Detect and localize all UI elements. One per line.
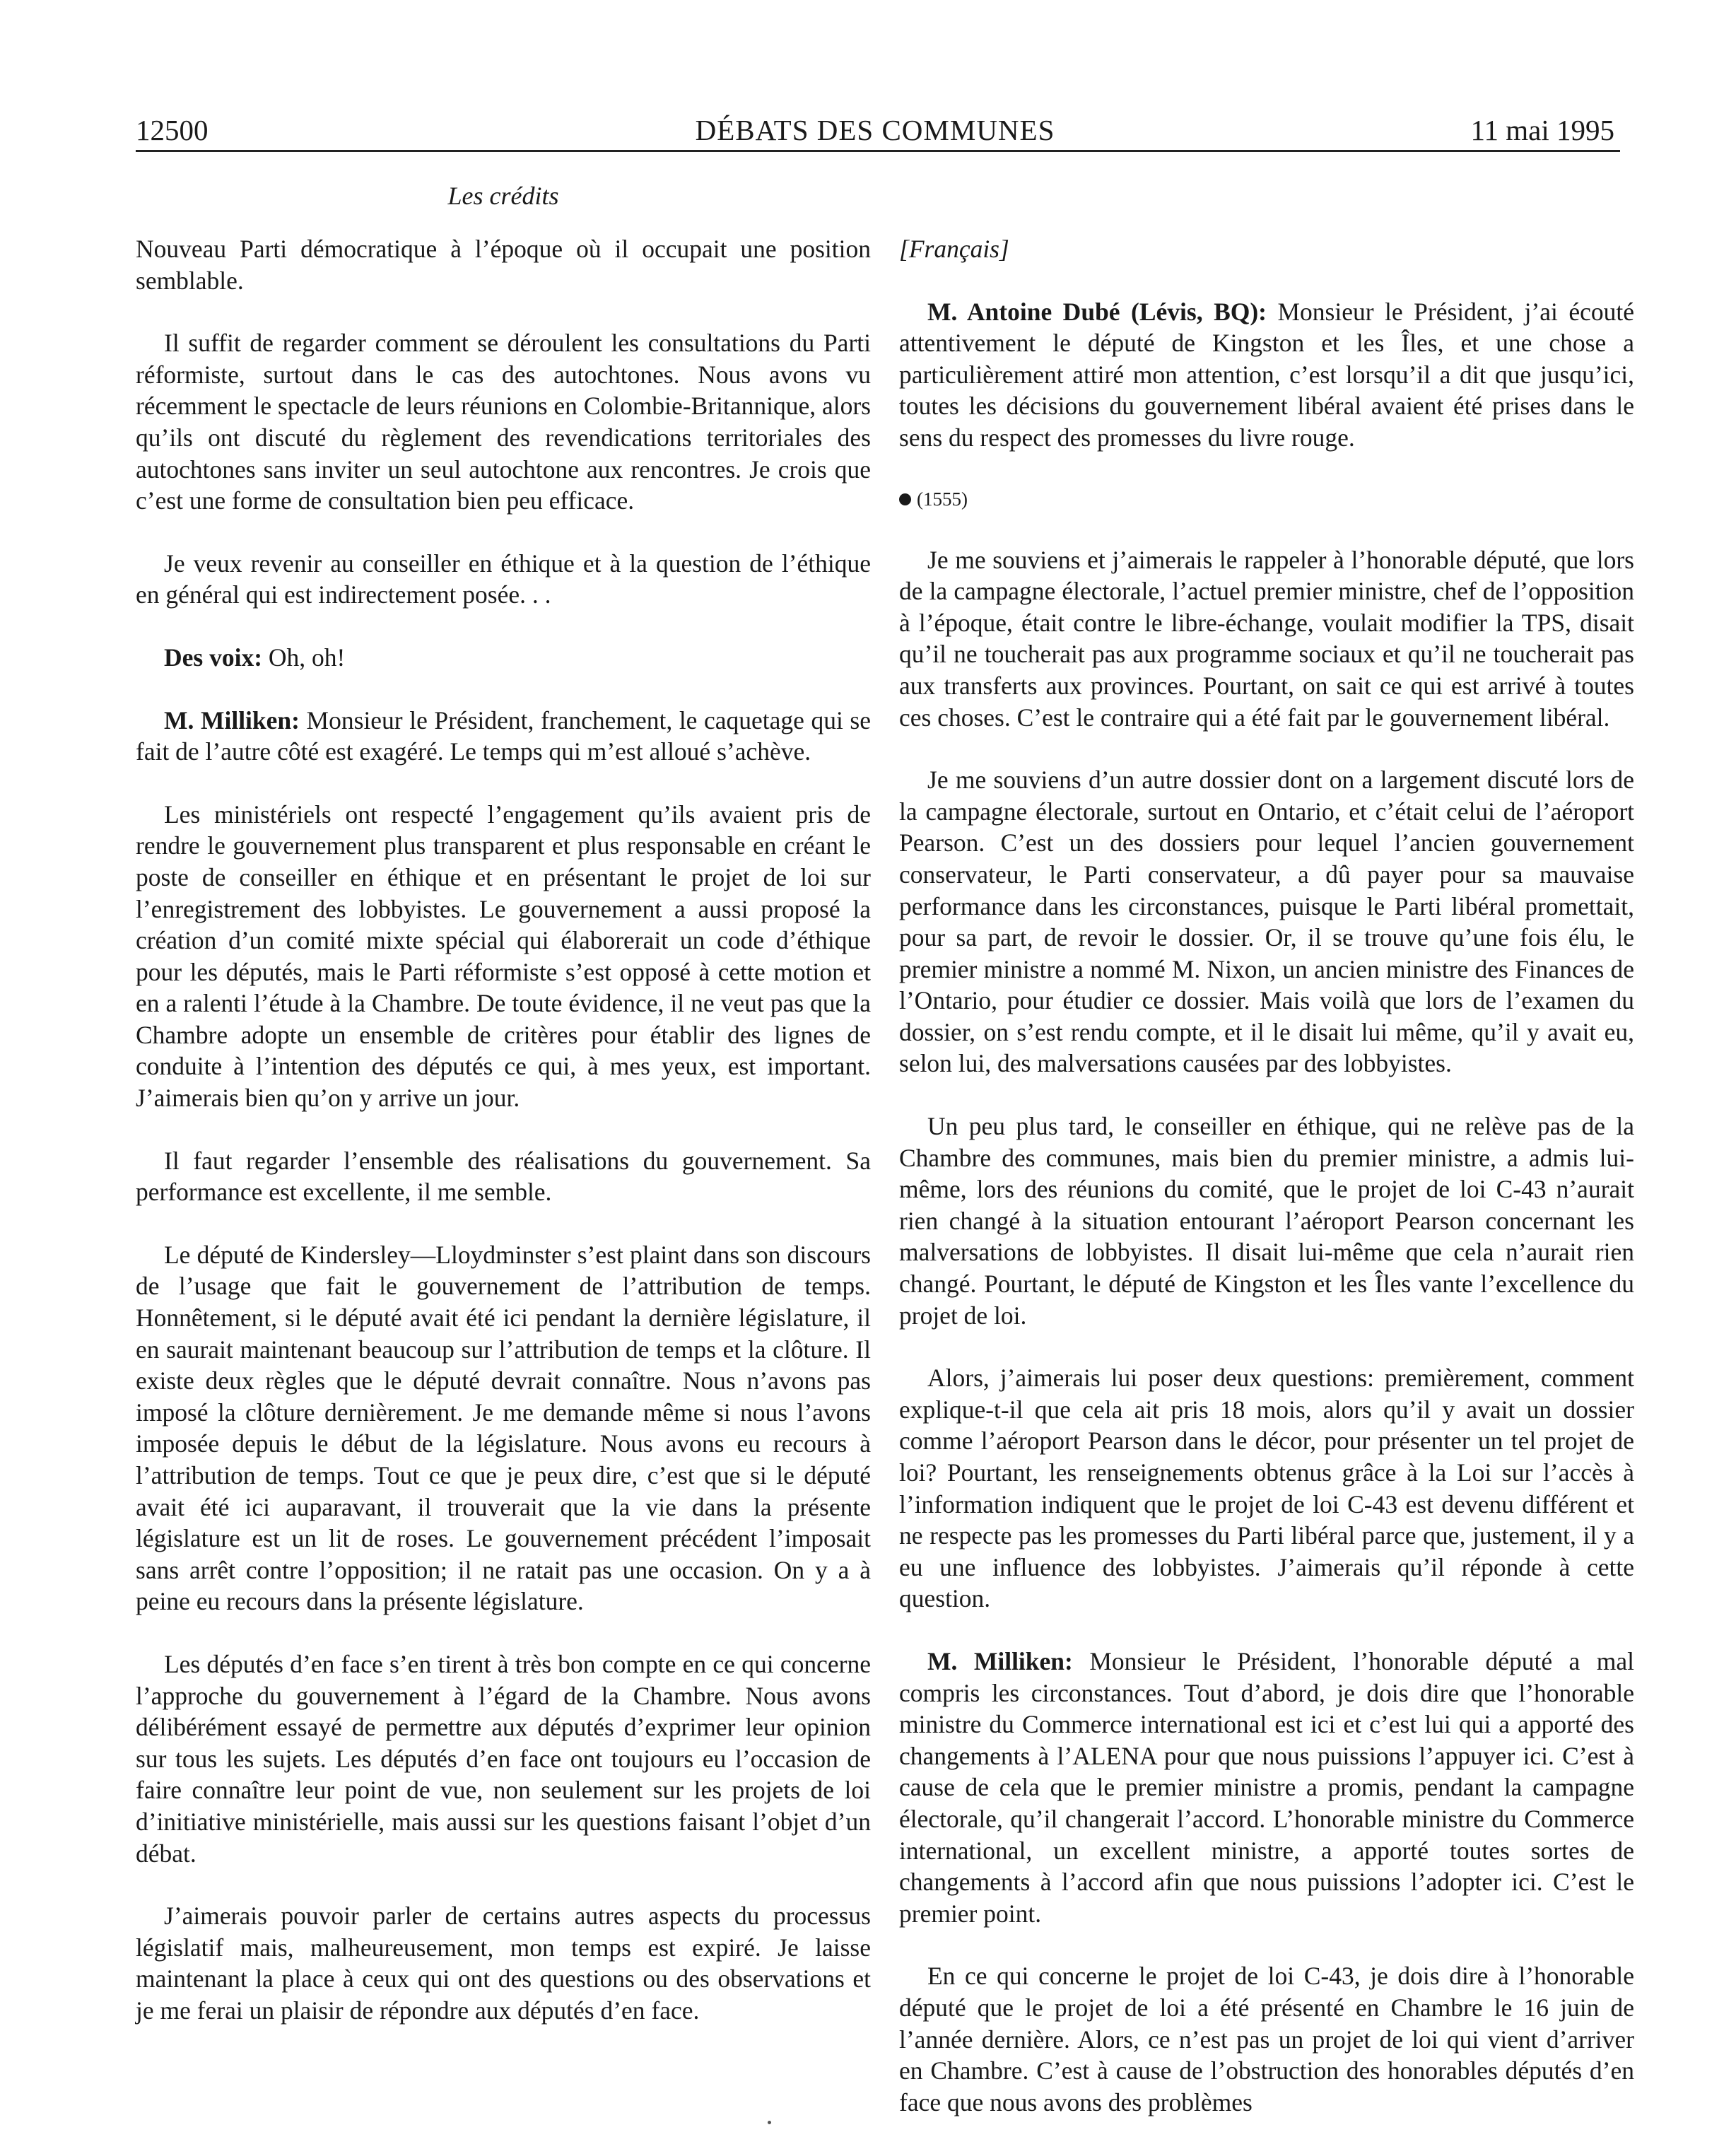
left-column [136, 233, 871, 2058]
paragraph: Il suffit de regarder comment se déroulent les consultations du Parti réformiste, surtout dans le cas des autochtones. Nous avons vu récemment le spectacle de leurs réunions en Colombie-Britannique, alors qu’ils ont discuté du règlement des revendications territoriales des autochtones sans inviter un seul autochtone aux rencontres. Je crois que c’est une forme de consultation bien peu efficace. [136, 329, 871, 515]
paragraph: Je me souviens et j’aimerais le rappeler à l’honorable député, que lors de la campagne électorale, l’actuel premier ministre, chef de l’opposition à l’époque, était contre le libre-échange, voulait modifier la TPS, disait qu’il ne toucherait pas aux programme sociaux et qu’il ne toucherait pas aux transferts aux provinces. Pourtant, on sait ce qui est arrivé à toutes ces choses. C’est le contraire qui a été fait par le gouvernement libéral. [899, 545, 1634, 732]
speech-paragraph [136, 642, 871, 674]
speech-text: Oh, oh! [262, 643, 346, 672]
paragraph: En ce qui concerne le projet de loi C-43, je dois dire à l’honorable député que le projet de loi a été présenté en Chambre le 16 juin de l’année dernière. Alors, ce n’est pas un projet de loi qui vient d’arriver en Chambre. C’est à cause de l’obstruction des honorables députés d’en face que nous avons des problèmes [899, 1962, 1634, 2116]
timestamp [899, 485, 1634, 513]
paragraph: Les députés d’en face s’en tirent à très bon compte en ce qui concerne l’approche du gouvernement à l’égard de la Chambre. Nous avons délibérément essayé de permettre aux députés d’exprimer leur opinion sur tous les sujets. Les députés d’en face ont toujours eu l’occasion de faire connaître leur point de vue, non seulement sur les projets de loi d’initiative ministérielle, mais aussi sur les questions faisant l’objet d’un débat. [136, 1649, 871, 1868]
paragraph: Alors, j’aimerais lui poser deux questions: premièrement, comment explique-t-il que cela ait pris 18 mois, alors qu’il y avait un dossier comme l’aéroport Pearson dans le décor, pour présenter un tel projet de loi? Pourtant, les renseignements obtenus grâce à la Loi sur l’accès à l’information indiquent que le projet de loi C-43 est devenu différent et ne respecte pas les promesses du Parti libéral parce que, justement, il y a eu une influence des lobbyistes. J’aimerais qu’il réponde à cette question. [899, 1364, 1634, 1613]
speech-paragraph [136, 705, 871, 768]
paragraph: Un peu plus tard, le conseiller en éthique, qui ne relève pas de la Chambre des communes, mais bien du premier ministre, a admis lui-même, lors des réunions du comité, que le projet de loi C-43 n’aurait rien changé à la situation entourant l’aéroport Pearson concernant les malversations de lobbyistes. Il disait lui-même que cela n’aurait rien changé. Pourtant, le député de Kingston et les Îles vante l’excellence du projet de loi. [899, 1112, 1634, 1330]
language-tag: [Français] [899, 235, 1009, 263]
print-mark [768, 2121, 771, 2124]
header-rule [136, 150, 1620, 152]
paragraph: Je veux revenir au conseiller en éthique et à la question de l’éthique en général qui est indirectement posée. . . [136, 549, 871, 609]
page-header [136, 107, 1614, 153]
speaker-name: M. Milliken: [164, 705, 300, 734]
speaker-name: M. Antoine Dubé (Lévis, BQ): [927, 297, 1267, 326]
right-column [899, 233, 1634, 2149]
paragraph: Il faut regarder l’ensemble des réalisations du gouvernement. Sa performance est excellente, il me semble. [136, 1146, 871, 1207]
speaker-name: Des voix: [164, 643, 263, 672]
page-date: 11 mai 1995 [1470, 114, 1614, 146]
section-title: Les crédits [447, 182, 559, 210]
paragraph: Le député de Kindersley—Lloydminster s’est plaint dans son discours de l’usage que fait le gouvernement de l’attribution de temps. Honnêtement, si le député avait été ici pendant la dernière législature, il en saurait maintenant beaucoup sur l’attribution de temps et la clôture. Il existe deux règles que le député devrait connaître. Nous n’avons pas imposé la clôture dernièrement. Je me demande même si nous l’avons imposée depuis le début de la législature. Nous avons eu recours à l’attribution de temps. Tout ce que je peux dire, c’est que si le député avait été ici auparavant, il trouverait que la vie dans la présente législature est un lit de roses. Le gouvernement précédent l’imposait sans arrêt contre l’opposition; il ne ratait pas une occasion. On y a à peine eu recours dans la présente législature. [136, 1240, 871, 1616]
paragraph: Je me souviens d’un autre dossier dont on a largement discuté lors de la campagne électorale, surtout en Ontario, et c’était celui de l’aéroport Pearson. C’est un des dossiers pour lequel l’ancien gouvernement conservateur, le Parti conservateur, a dû payer pour sa mauvaise performance dans les circonstances, puisque le Parti libéral promettait, pour sa part, de revoir le dossier. Or, il se trouve qu’une fois élu, le premier ministre a nommé M. Nixon, un ancien ministre des Finances de l’Ontario, pour étudier ce dossier. Mais voilà que lors de l’examen du dossier, on s’est rendu compte, et il le disait lui même, qu’il y avait eu, selon lui, des malversations causées par des lobbyistes. [899, 766, 1634, 1078]
speech-paragraph [899, 1646, 1634, 1929]
timestamp-text: (1555) [917, 488, 968, 510]
speech-text: Monsieur le Président, franchement, le caquetage qui se fait de l’autre côté est exagéré. Le temps qui m’est alloué s’achève. [136, 705, 871, 766]
paragraph: Nouveau Parti démocratique à l’époque où il occupait une position semblable. [136, 235, 871, 295]
bullet-icon [899, 493, 911, 505]
speech-text: Monsieur le Président, l’honorable député a mal compris les circonstances. Tout d’abord, je dois dire que l’honorable ministre du Commerce international est ici et c’est lui qui a apporté des changements à l’ALENA pour que nous puissions l’appuyer ici. C’est à cause de cela que le premier ministre a promis, pendant la campagne électorale, qu’il changerait l’accord. L’honorable ministre du Commerce international, un excellent ministre, a apporté toutes sortes de changements à l’accord afin que nous puissions l’adopter ici. C’est le premier point. [899, 1646, 1635, 1928]
page-number: 12500 [136, 114, 209, 146]
publication-title: DÉBATS DES COMMUNES [695, 114, 1055, 146]
speech-paragraph [899, 296, 1634, 454]
speech-text: Monsieur le Président, j’ai écouté attentivement le député de Kingston et les Îles, et une chose a particulièrement attiré mon attention, c’est lorsqu’il a dit que jusqu’ici, toutes les décisions du gouvernement libéral avaient été prises dans le sens du respect des promesses du livre rouge. [899, 297, 1635, 452]
paragraph: J’aimerais pouvoir parler de certains autres aspects du processus législatif mais, malheureusement, mon temps est expiré. Je laisse maintenant la place à ceux qui ont des questions ou des observations et je me ferai un plaisir de répondre aux députés d’en face. [136, 1902, 871, 2025]
speaker-name: M. Milliken: [927, 1646, 1073, 1675]
paragraph: Les ministériels ont respecté l’engagement qu’ils avaient pris de rendre le gouvernement plus transparent et plus responsable en créant le poste de conseiller en éthique et en présentant le projet de loi sur l’enregistrement des lobbyistes. Le gouvernement a aussi proposé la création d’un comité mixte spécial qui élaborerait un code d’éthique pour les députés, mais le Parti réformiste s’est opposé à cette motion et en a ralenti l’étude à la Chambre. De toute évidence, il ne veut pas que la Chambre adopte un ensemble de critères pour établir des lignes de conduite à l’intention des députés ce qui, à mes yeux, est important. J’aimerais bien qu’on y arrive un jour. [136, 800, 871, 1113]
